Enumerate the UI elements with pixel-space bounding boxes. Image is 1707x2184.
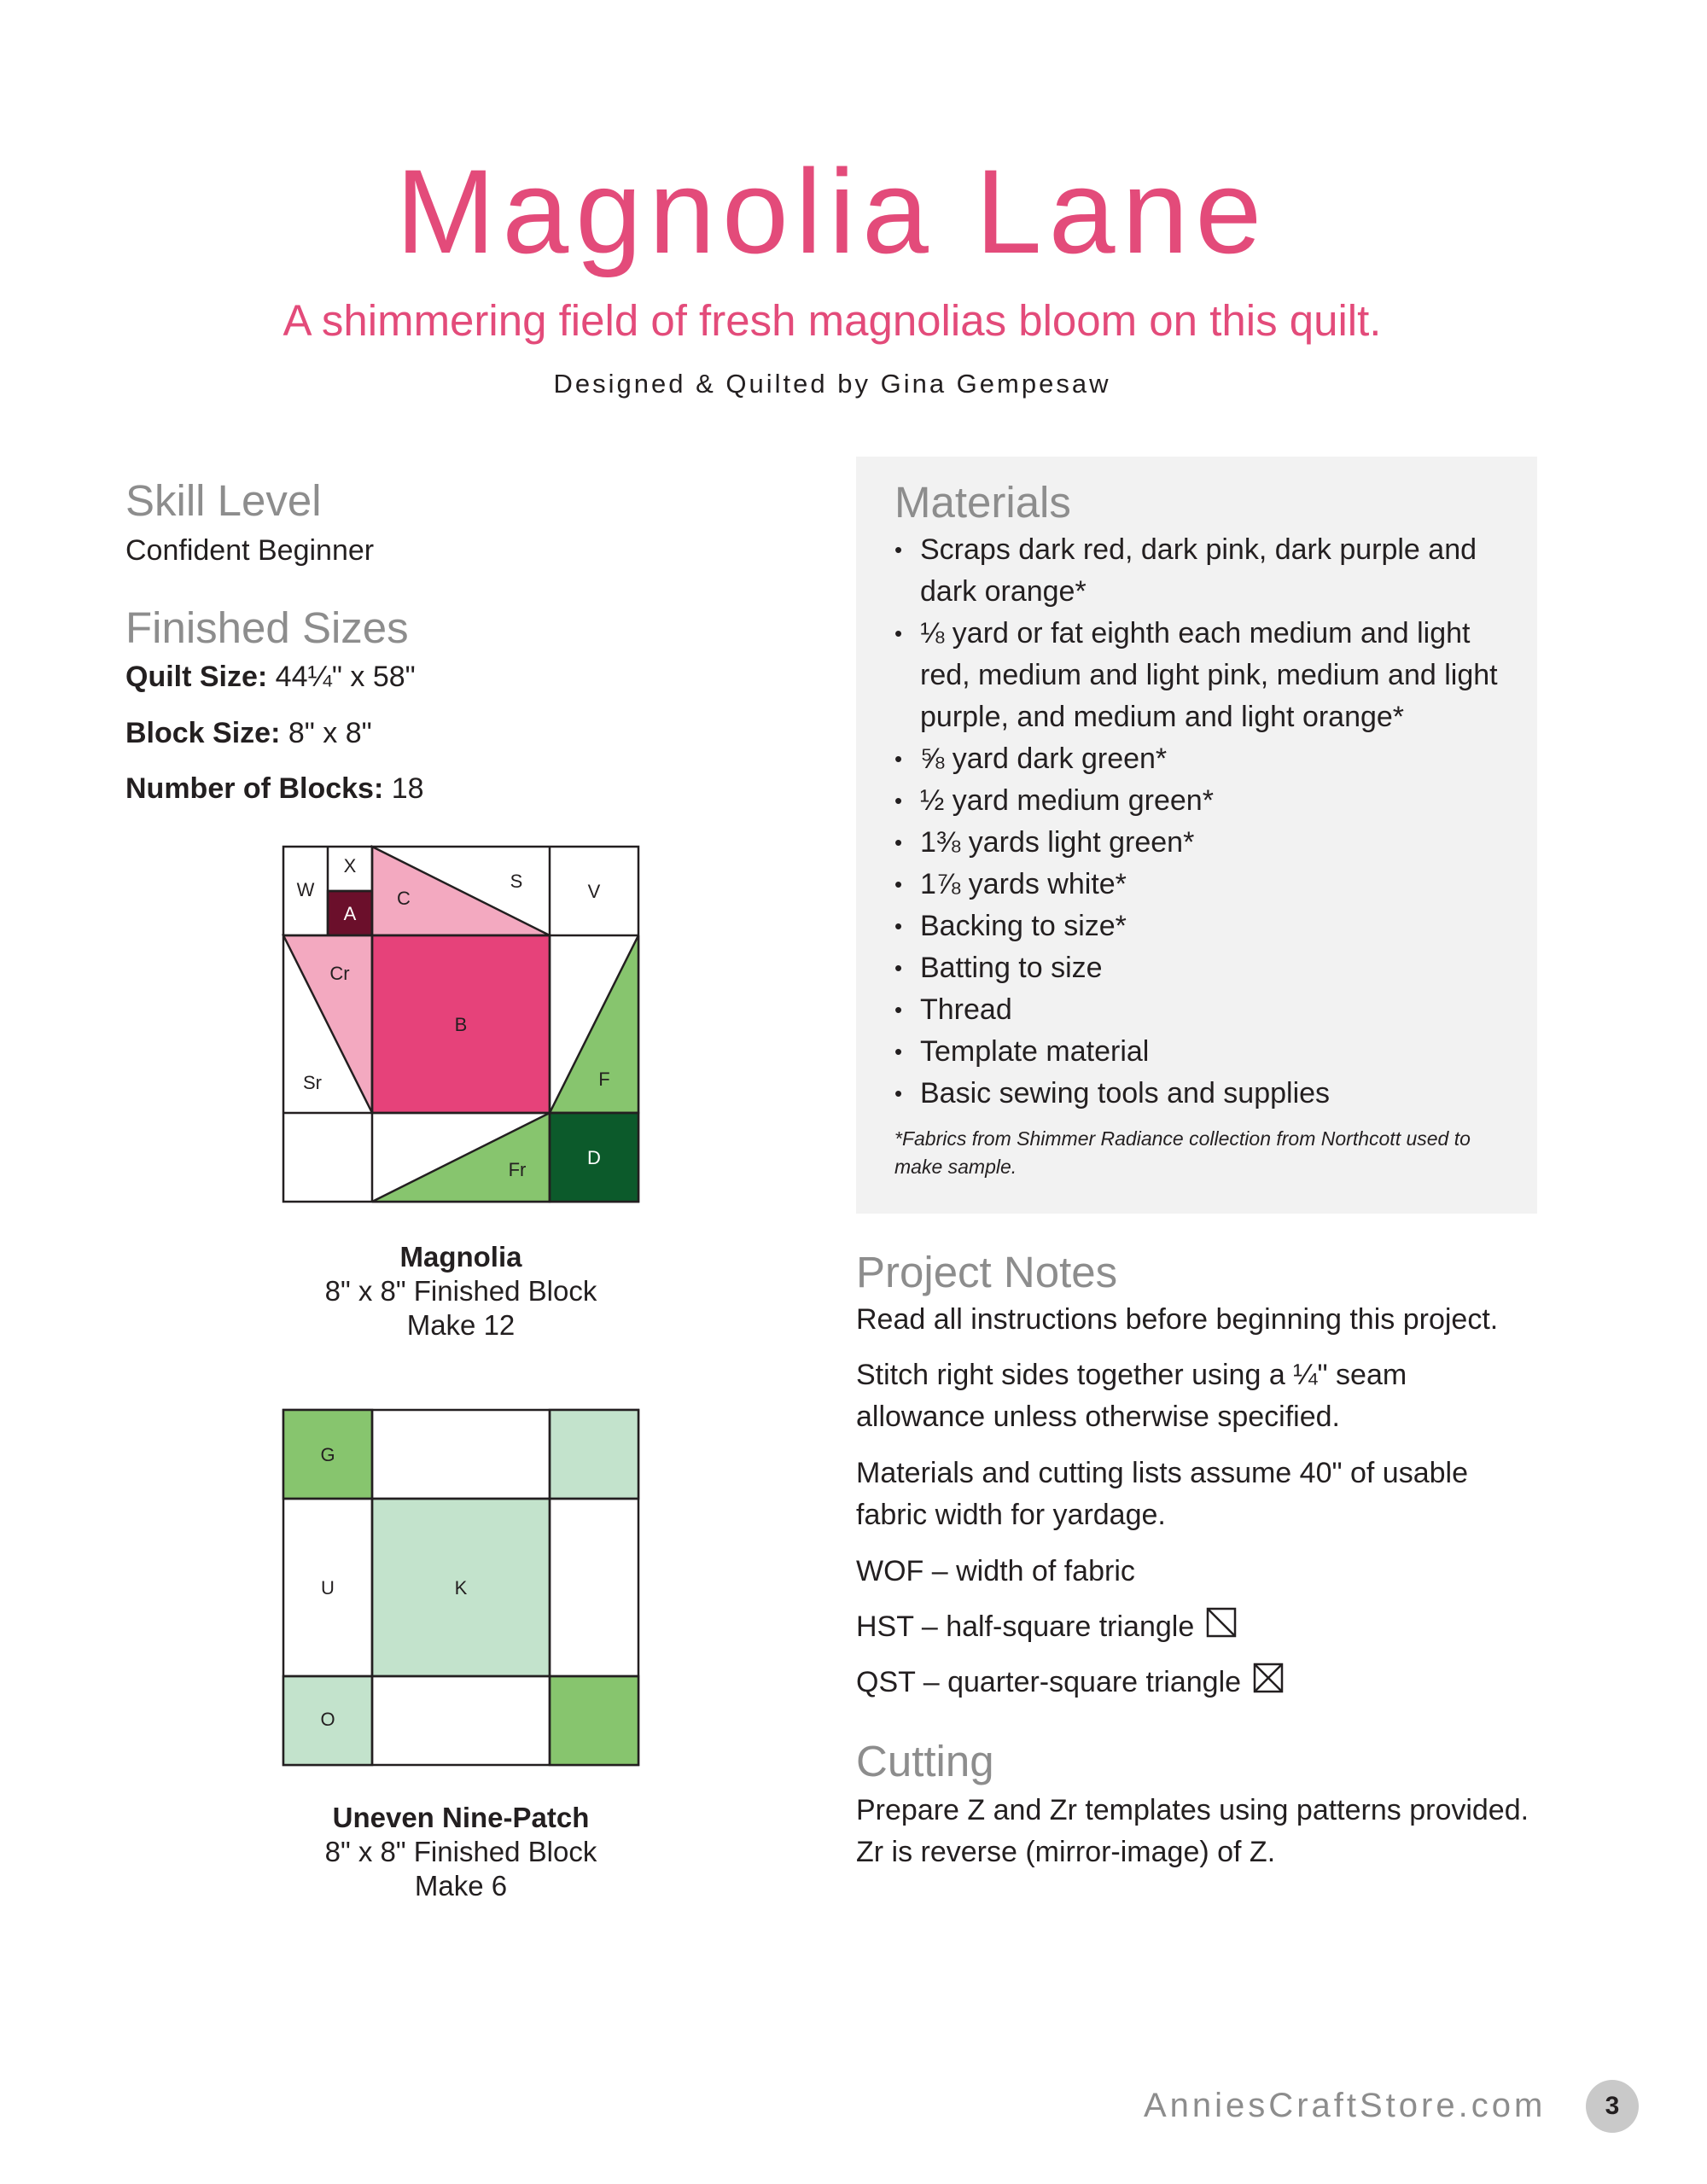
project-note: Stitch right sides together using a ¼" seam allowance unless otherwise specified. xyxy=(856,1359,1407,1433)
materials-heading: Materials xyxy=(894,478,1071,527)
quilt-size-value: 44¼" x 58" xyxy=(267,661,416,693)
materials-item: • Batting to size xyxy=(894,947,1526,989)
number-of-blocks-label: Number of Blocks: xyxy=(125,772,384,805)
materials-item: • ½ yard medium green* xyxy=(894,780,1526,822)
project-note: WOF – width of fabric xyxy=(856,1555,1135,1587)
patch-label-u: U xyxy=(321,1577,335,1599)
materials-item: • Template material xyxy=(894,1031,1526,1073)
project-note-qst xyxy=(856,1662,1539,1705)
materials-item: • ⅝ yard dark green* xyxy=(894,738,1526,780)
quilt-size-label: Quilt Size: xyxy=(125,661,268,693)
footer-website[interactable]: AnniesCraftStore.com xyxy=(1144,2087,1547,2124)
patch-corner-light xyxy=(550,1410,638,1499)
qst-definition: QST – quarter-square triangle xyxy=(856,1666,1242,1698)
nine-patch-caption xyxy=(248,1801,674,1903)
project-note: Materials and cutting lists assume 40" of usable fabric width for yardage. xyxy=(856,1457,1468,1531)
cutting-instructions: Prepare Z and Zr templates using patterns provided. Zr is reverse (mirror-image) of Z. xyxy=(856,1794,1529,1868)
materials-list xyxy=(894,529,1526,1115)
materials-footnote: *Fabrics from Shimmer Radiance collection from Northcott used to make sample. xyxy=(894,1127,1471,1178)
uneven-nine-patch-diagram xyxy=(282,1408,640,1767)
block-name: Magnolia xyxy=(399,1241,522,1273)
finished-sizes-heading: Finished Sizes xyxy=(125,603,409,652)
materials-item: • 1⅞ yards white* xyxy=(894,864,1526,906)
patch-label-o: O xyxy=(320,1709,335,1730)
magnolia-caption xyxy=(248,1240,674,1342)
materials-item: • Basic sewing tools and supplies xyxy=(894,1073,1526,1115)
materials-item: • Backing to size* xyxy=(894,906,1526,947)
page-subtitle: A shimmering field of fresh magnolias bloom on this quilt. xyxy=(283,296,1382,345)
block-size: 8" x 8" Finished Block xyxy=(324,1836,597,1867)
skill-level-heading: Skill Level xyxy=(125,476,322,525)
patch-label-x: X xyxy=(343,855,357,877)
block-size: 8" x 8" Finished Block xyxy=(324,1275,597,1307)
materials-item: • Scraps dark red, dark pink, dark purple and dark orange* xyxy=(894,529,1526,613)
block-make-count: Make 6 xyxy=(414,1870,508,1902)
block-size-line xyxy=(125,713,372,754)
cutting-heading: Cutting xyxy=(856,1737,994,1785)
designer-byline: Designed & Quilted by Gina Gempesaw xyxy=(553,369,1111,399)
number-of-blocks-line xyxy=(125,768,424,810)
materials-item: • 1⅜ yards light green* xyxy=(894,822,1526,864)
patch-label-g: G xyxy=(320,1444,335,1465)
patch-label-a: A xyxy=(343,903,357,924)
patch-label-fr: Fr xyxy=(508,1159,527,1180)
magnolia-block-diagram xyxy=(282,845,640,1203)
materials-item: • ⅛ yard or fat eighth each medium and light red, medium and light pink, medium and light purple, and medium and light orange* xyxy=(894,613,1526,738)
project-note-hst xyxy=(856,1606,1539,1650)
materials-item: • Thread xyxy=(894,989,1526,1031)
patch-label-d: D xyxy=(587,1147,601,1168)
project-note: Read all instructions before beginning this project. xyxy=(856,1303,1499,1336)
block-name: Uneven Nine-Patch xyxy=(332,1802,590,1833)
half-square-triangle-icon xyxy=(1206,1607,1237,1650)
block-size-value: 8" x 8" xyxy=(280,717,372,749)
patch-label-sr: Sr xyxy=(303,1072,322,1093)
block-make-count: Make 12 xyxy=(406,1309,516,1341)
patch-corner-medium xyxy=(550,1676,638,1765)
quilt-size-line xyxy=(125,656,416,698)
skill-level-value: Confident Beginner xyxy=(125,534,375,567)
page-title: Magnolia Lane xyxy=(395,144,1269,278)
patch-label-c: C xyxy=(397,888,411,909)
patch-label-f: F xyxy=(598,1069,610,1090)
number-of-blocks-value: 18 xyxy=(383,772,424,805)
patch-label-cr: Cr xyxy=(329,963,350,984)
patch-label-b: B xyxy=(454,1014,468,1035)
page-number: 3 xyxy=(1586,2080,1639,2133)
block-size-label: Block Size: xyxy=(125,717,281,749)
project-notes-heading: Project Notes xyxy=(856,1248,1118,1296)
quarter-square-triangle-icon xyxy=(1253,1663,1284,1705)
patch-label-s: S xyxy=(510,871,523,892)
hst-definition: HST – half-square triangle xyxy=(856,1610,1195,1643)
patch-label-w: W xyxy=(296,879,315,900)
patch-label-k: K xyxy=(454,1577,468,1599)
patch-label-v: V xyxy=(587,881,601,902)
